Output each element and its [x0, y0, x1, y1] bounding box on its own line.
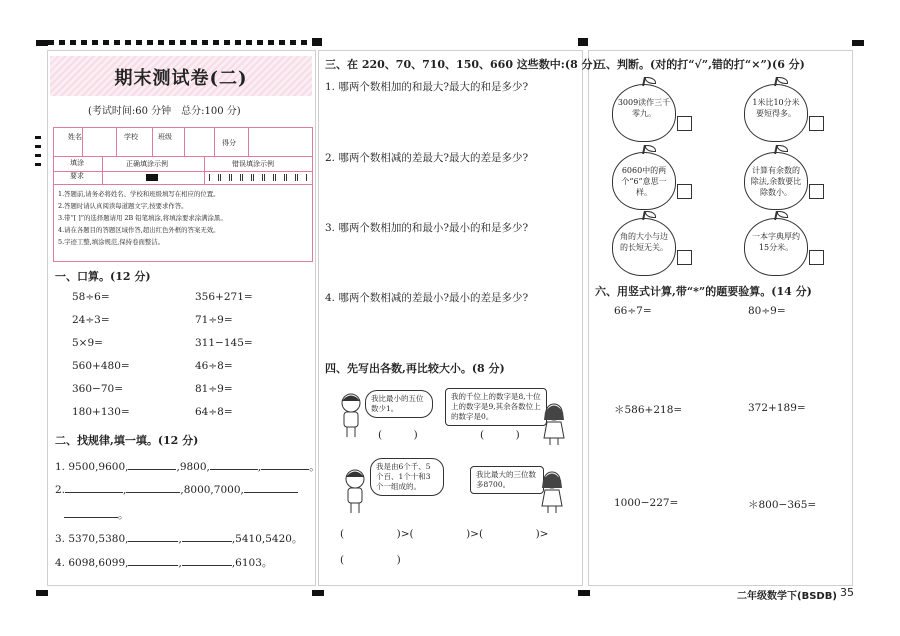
- section2-heading: 二、找规律,填一填。(12 分): [55, 434, 199, 447]
- apple-card: [744, 84, 808, 142]
- judge-statement: 计算有余数的除法,余数要比除数小。: [750, 166, 802, 197]
- rule-3: 3.带“[ ]”的选择题请用 2B 铅笔填涂,将填涂要求涂满涂黑。: [58, 214, 227, 222]
- answer-blank[interactable]: [128, 532, 178, 542]
- section6-heading: 六、用竖式计算,带“*”的题要验算。(14 分): [595, 285, 812, 298]
- vertical-calc-item: 80÷9=: [748, 305, 786, 317]
- judge-answer-box[interactable]: [677, 250, 692, 265]
- judge-answer-box[interactable]: [809, 250, 824, 265]
- answer-blank[interactable]: [65, 483, 123, 493]
- binding-ticks: [35, 136, 41, 170]
- section4-heading: 四、先写出各数,再比较大小。(8 分): [325, 362, 505, 375]
- corner-mark: [36, 40, 48, 46]
- corner-mark: [578, 38, 588, 46]
- label-correct-example: 正确填涂示例: [126, 160, 168, 168]
- answer-blank[interactable]: [64, 508, 118, 518]
- judge-answer-box[interactable]: [809, 184, 824, 199]
- footer-book: 二年级数学下(BSDB): [737, 591, 837, 602]
- rule-4: 4.请在各题目的答题区域作答,超出红色外框的答案无效。: [58, 226, 220, 234]
- speech-bubble-3: 我是由6个千、5个百、1个十和3个一组成的。: [370, 458, 444, 496]
- label-name: 姓名: [68, 133, 82, 141]
- oral-item: 311−145=: [195, 337, 253, 349]
- page-number: 35: [840, 586, 854, 599]
- label-wrong-example: 错误填涂示例: [232, 160, 274, 168]
- apple-card: [744, 152, 808, 210]
- girl-illustration: [540, 402, 568, 446]
- vertical-calc-item: 1000−227=: [614, 497, 679, 509]
- vertical-calc-item: 66÷7=: [614, 305, 652, 317]
- pattern-line-2: 2. , ,8000,7000,: [55, 483, 298, 496]
- answer-blank[interactable]: [182, 556, 232, 566]
- boy-illustration: [336, 392, 366, 438]
- label-fill-2: 要求: [70, 172, 84, 180]
- rules-list: [58, 188, 227, 248]
- answer-blank[interactable]: [126, 483, 180, 493]
- oral-item: 356+271=: [195, 291, 253, 303]
- section3-heading: 三、在 220、70、710、150、660 这些数中:(8 分): [325, 58, 598, 71]
- correct-fill-mark: [146, 174, 158, 181]
- question-3-2: 2. 哪两个数相减的差最大?最大的差是多少?: [325, 152, 529, 164]
- oral-item: 81÷9=: [195, 383, 233, 395]
- section1-heading: 一、口算。(12 分): [55, 270, 151, 283]
- speech-bubble-2: 我的千位上的数字是8,十位上的数字是9,其余各数位上的数字是0。: [445, 388, 547, 426]
- exam-subtitle: (考试时间:60 分钟 总分:100 分): [88, 106, 241, 117]
- pattern-line-1: 1. 9500,9600, ,9800, , 。: [55, 461, 320, 473]
- rule-5: 5.字迹工整,填涂规范,保持卷面整洁。: [58, 238, 165, 246]
- label-fill: 填涂: [70, 159, 84, 167]
- label-class: 班级: [158, 133, 172, 141]
- judge-answer-box[interactable]: [809, 116, 824, 131]
- rule-2: 2.答题时请认真阅读每道题文字,按要求作答。: [58, 202, 188, 210]
- section5-heading: 五、判断。(对的打“√”,错的打“×”)(6 分): [595, 58, 805, 71]
- apple-card: [744, 218, 808, 276]
- oral-item: 5×9=: [72, 337, 103, 349]
- info-table: [53, 127, 313, 262]
- label-school: 学校: [124, 133, 138, 141]
- pattern-line-4: 4. 6098,6099, , ,6103。: [55, 557, 273, 569]
- question-3-4: 4. 哪两个数相减的差最小?最小的差是多少?: [325, 292, 529, 304]
- answer-blank[interactable]: [244, 483, 298, 493]
- corner-mark: [852, 40, 864, 46]
- oral-item: 360−70=: [72, 383, 123, 395]
- apple-card: [612, 152, 676, 210]
- compare-line-2[interactable]: ( ): [340, 554, 401, 566]
- corner-mark: [578, 590, 590, 596]
- wrong-fill-marks: [208, 174, 308, 181]
- oral-item: 58÷6=: [72, 291, 110, 303]
- binding-dashes-left: [48, 40, 316, 45]
- corner-mark: [36, 590, 48, 596]
- apple-card: [612, 84, 676, 142]
- label-score: 得分: [222, 139, 236, 147]
- answer-blank[interactable]: [182, 532, 232, 542]
- oral-item: 71÷9=: [195, 314, 233, 326]
- answer-blank[interactable]: [128, 460, 176, 470]
- vertical-calc-item: 372+189=: [748, 402, 806, 414]
- judge-statement: 3009读作三千零九。: [617, 98, 671, 118]
- oral-item: 180+130=: [72, 406, 130, 418]
- corner-mark: [312, 590, 324, 596]
- oral-item: 24÷3=: [72, 314, 110, 326]
- pattern-line-2b: 。: [64, 507, 129, 522]
- apple-card: [612, 218, 676, 276]
- vertical-calc-item: ＊800−365=: [748, 499, 817, 511]
- judge-answer-box[interactable]: [677, 184, 692, 199]
- page-title: 期末测试卷(二): [114, 68, 248, 89]
- girl-illustration: [538, 470, 566, 514]
- oral-item: 560+480=: [72, 360, 130, 372]
- vertical-calc-item: ＊586+218=: [614, 404, 683, 416]
- judge-statement: 角的大小与边的长短无关。: [620, 232, 668, 252]
- question-3-1: 1. 哪两个数相加的和最大?最大的和是多少?: [325, 81, 529, 93]
- compare-line[interactable]: ( )>( )>( )>: [340, 528, 549, 540]
- judge-statement: 一本字典厚约15分米。: [752, 232, 800, 252]
- speech-bubble-1: 我比最小的五位数少1。: [365, 390, 433, 418]
- corner-mark: [312, 38, 322, 46]
- answer-paren-2[interactable]: ( ): [480, 429, 520, 441]
- judge-answer-box[interactable]: [677, 116, 692, 131]
- oral-item: 46÷8=: [195, 360, 233, 372]
- answer-blank[interactable]: [210, 460, 258, 470]
- judge-statement: 6060中的两个“6”意思一样。: [621, 166, 667, 197]
- answer-blank[interactable]: [128, 556, 178, 566]
- speech-bubble-4: 我比最大的三位数多8700。: [470, 466, 544, 494]
- pattern-line-3: 3. 5370,5380, , ,5410,5420。: [55, 533, 303, 545]
- rule-1: 1.答题前,请务必将姓名、学校和班级填写在相应的位置。: [58, 190, 220, 198]
- oral-item: 64÷8=: [195, 406, 233, 418]
- answer-paren-1[interactable]: ( ): [378, 429, 418, 441]
- answer-blank[interactable]: [261, 460, 309, 470]
- judge-statement: 1米比10分米要短得多。: [752, 98, 800, 118]
- boy-illustration: [340, 468, 370, 514]
- question-3-3: 3. 哪两个数相加的和最小?最小的和是多少?: [325, 222, 529, 234]
